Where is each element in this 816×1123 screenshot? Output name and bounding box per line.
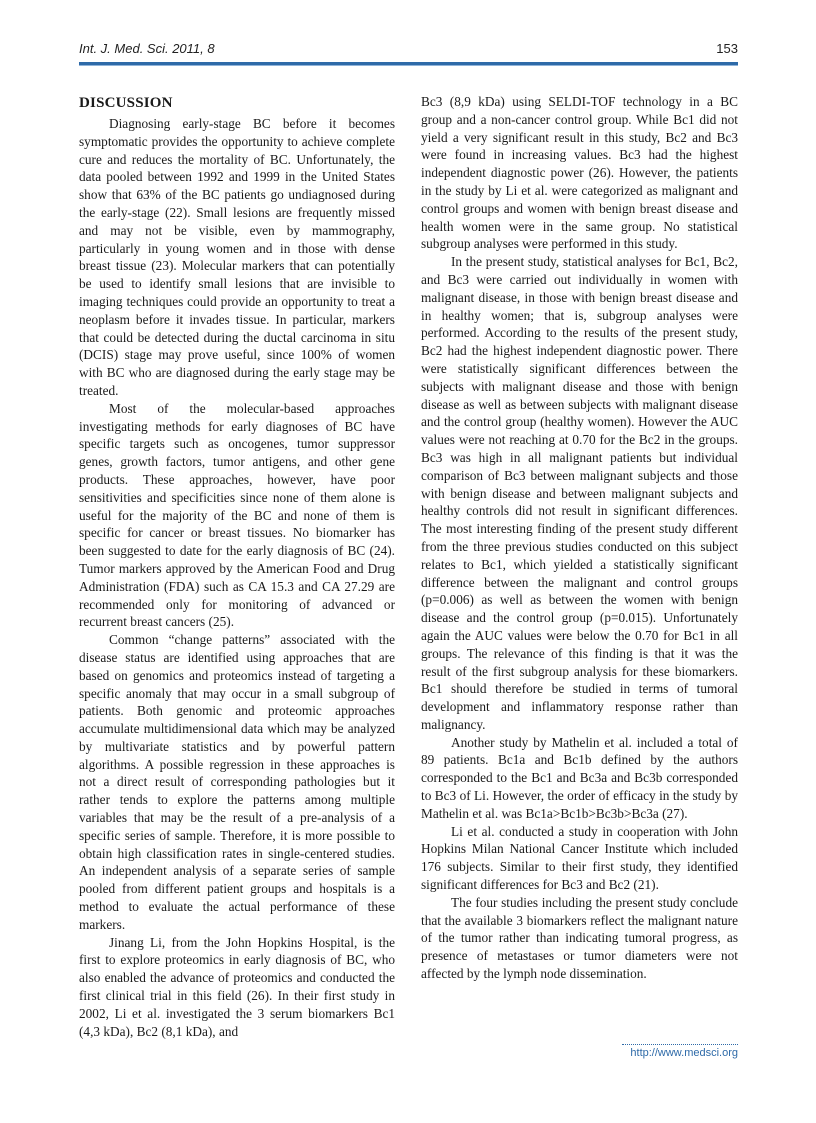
section-title: DISCUSSION <box>79 95 173 111</box>
footer-url-link[interactable]: http://www.medsci.org <box>630 1047 738 1059</box>
paragraph: Jinang Li, from the John Hopkins Hospital, is the first to explore proteomics in early diagnosis of BC, who also enabled the advance of proteomics and conducted the first clinical trial in this field (26). In their first study in 2002, Li et al. investigated the 3 serum biomarkers Bc1 (4,3 kDa), Bc2 (8,1 kDa), and <box>79 934 395 1039</box>
right-column <box>421 93 738 983</box>
header-rule <box>79 62 738 66</box>
paragraph: Most of the molecular-based approaches investigating methods for early diagnoses of BC have specific targets such as oncogenes, tumor suppressor genes, growth factors, tumor antigens, and other gene products. These approaches, however, have poor sensitivities and specificities since none of them alone is useful for the majority of the BC and none of them is specific for cancer or breast tissues. No biomarker has been suggested to date for the early diagnosis of BC (24). Tumor markers approved by the American Food and Drug Administration (FDA) such as CA 15.3 and CA 27.29 are recommended only for monitoring of advanced or recurrent breast cancers (25). <box>79 400 395 630</box>
paragraph: Another study by Mathelin et al. included a total of 89 patients. Bc1a and Bc1b defined by the authors corresponded to the Bc1 and Bc3a and Bc3b corresponded to Bc3 of Li. However, the order of efficacy in the study by Mathelin et al. was Bc1a>Bc1b>Bc3b>Bc3a (27). <box>421 734 738 821</box>
page-number: 153 <box>716 41 738 56</box>
paragraph: Diagnosing early-stage BC before it becomes symptomatic provides the opportunity to achieve complete cure and reduces the mortality of BC. Unfortunately, the data pooled between 1992 and 1999 in the United States show that 63% of the BC patients go undiagnosed during the early-stage (22). Small lesions are frequently missed and may not be visible, even by mammography, particularly in young women and in those with dense breast tissue (23). Molecular markers that can potentially be used to identify small lesions that are invisible to imaging techniques could provide an opportunity to treat a neoplasm before it invades tissue. In particular, markers that could be detected during the ductal carcinoma in situ (DCIS) stage may prove useful, since 100% of women with BC who are diagnosed during the early stage may be treated. <box>79 116 395 398</box>
paragraph: Common “change patterns” associated with the disease status are identified using approaches that are based on genomics and proteomics instead of targeting a specific anomaly that may occur in a small subgroup of patients. Both genomic and proteomic approaches accumulate multidimensional data which may be analyzed by multivariate statistics and by powerful pattern algorithms. A possible regression in these approaches is not a direct result of corresponding pathologies but it rather tends to explore the patterns among multiple variables that may be the result of a pre-analysis of a specific series of sample. Therefore, it is more possible to obtain high classification rates in single-centered studies. An independent analysis of a separate series of sample pooled from different patient groups and hospitals is a method to evaluate the actual performance of these markers. <box>79 632 395 932</box>
left-column <box>79 93 395 1040</box>
paragraph-continuation: Bc3 (8,9 kDa) using SELDI-TOF technology in a BC group and a non-cancer control group. While Bc1 did not yield a very significant result in this study, Bc2 and Bc3 were found in increasing values. Bc3 had the highest independent diagnostic power (26). However, the patients in the study by Li et al. were categorized as malignant and control groups and women with benign breast disease and health women were in the same group. No statistical subgroup analyses were performed in this study. <box>421 94 738 252</box>
paragraph: Li et al. conducted a study in cooperation with John Hopkins Milan National Cancer Institute which included 176 subjects. Similar to their first study, they identified significant differences for Bc3 and Bc2 (21). <box>421 823 738 893</box>
journal-header: Int. J. Med. Sci. 2011, 8 <box>79 41 215 56</box>
paragraph: In the present study, statistical analyses for Bc1, Bc2, and Bc3 were carried out individually in women with malignant disease, in those with benign breast disease and in healthy women; that is, subgroup analyses were performed. According to the results of the present study, Bc2 had the highest independent diagnostic power. There were statistically significant differences between the subjects with malignant disease and those with benign disease as well as between subjects with malignant disease and the control group (healthy women). However the AUC values were not reaching at 0.70 for the Bc2 in the groups. Bc3 was high in all malignant patients but individual comparison of Bc3 between malignant subjects and those with benign disease and between malignant subjects and healthy controls did not result in significant differences. The most interesting finding of the present study different from the three previous studies conducted on this subject relates to Bc1, which yielded a statistically significant difference between the malignant and control groups (p=0.006) as well as between the women with benign disease and the control group (p=0.015). Unfortunately again the AUC values were below the 0.70 for Bc1 in all groups. The relevance of this finding is that it was the result of the first subgroup analysis for these biomarkers. Bc1 should therefore be studied in terms of tumoral development and inflammatory response rather than malignancy. <box>421 254 738 732</box>
footer-rule <box>622 1044 738 1045</box>
paragraph: The four studies including the present study conclude that the available 3 biomarkers reflect the malignant nature of the tumor rather than indicating tumoral progress, as presence of metastases or tumor diameters were not affected by the lymph node dissemination. <box>421 894 738 982</box>
